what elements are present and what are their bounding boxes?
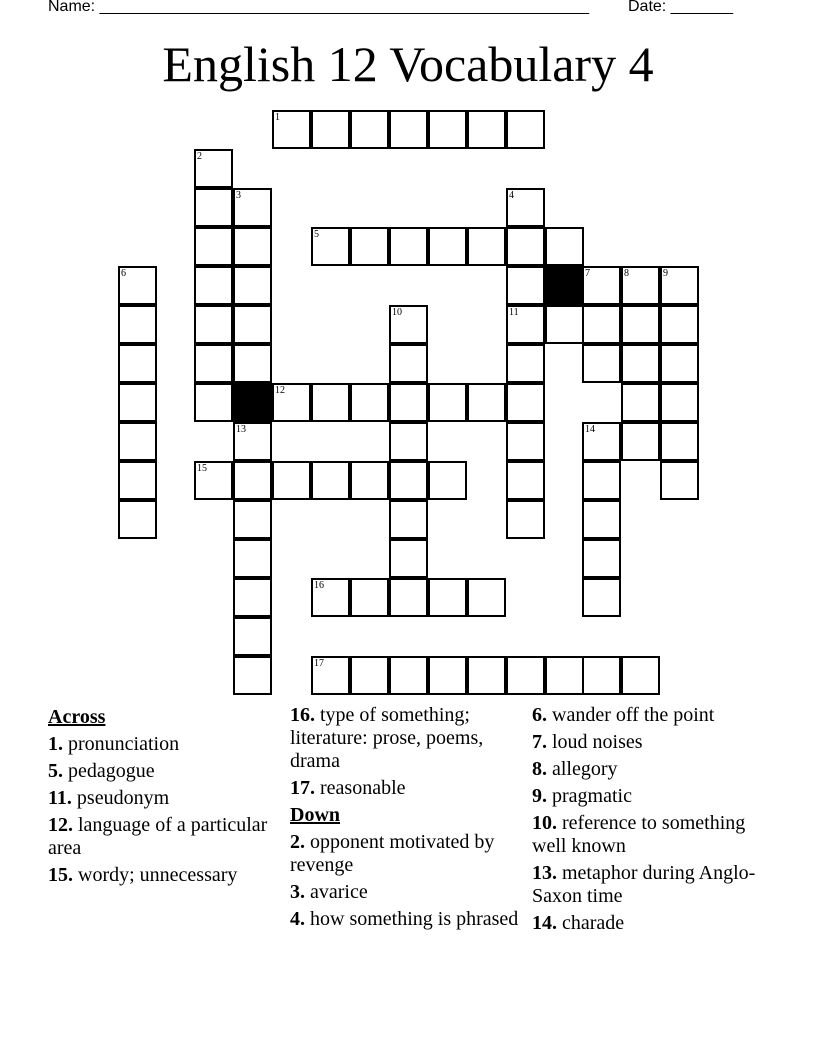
crossword-cell[interactable]: [194, 188, 233, 227]
crossword-cell[interactable]: [389, 422, 428, 461]
clue-item: [290, 777, 522, 800]
cell-number: 16: [314, 580, 324, 591]
clue-item: [532, 704, 762, 727]
clue-item: [532, 912, 762, 935]
crossword-cell[interactable]: [428, 383, 467, 422]
crossword-cell[interactable]: [389, 500, 428, 539]
crossword-cell[interactable]: [467, 110, 506, 149]
clue-number: 10.: [532, 812, 557, 834]
crossword-cell[interactable]: [506, 188, 545, 227]
crossword-cell[interactable]: [311, 110, 350, 149]
cell-number: 5: [314, 229, 319, 240]
crossword-cell[interactable]: [506, 422, 545, 461]
crossword-cell[interactable]: [582, 266, 621, 305]
crossword-cell[interactable]: [545, 656, 584, 695]
clue-text: language of a particular area: [48, 814, 268, 859]
crossword-cell[interactable]: [621, 344, 660, 383]
clues-column-2: [290, 704, 522, 935]
clue-text: charade: [557, 912, 625, 934]
crossword-cell[interactable]: [118, 422, 157, 461]
crossword-cell[interactable]: [350, 383, 389, 422]
crossword-cell[interactable]: [545, 227, 584, 266]
clue-item: [48, 814, 280, 860]
clue-item: [532, 862, 762, 908]
date-field[interactable]: _______: [670, 0, 733, 15]
crossword-cell[interactable]: [194, 344, 233, 383]
clue-item: [290, 704, 522, 773]
crossword-cell[interactable]: [194, 149, 233, 188]
crossword-cell[interactable]: [233, 227, 272, 266]
cell-number: 6: [121, 268, 126, 279]
crossword-cell[interactable]: [582, 461, 621, 500]
crossword-cell[interactable]: [233, 617, 272, 656]
clue-item: [532, 731, 762, 754]
clue-number: 5.: [48, 760, 63, 782]
crossword-cell[interactable]: [506, 266, 545, 305]
crossword-cell[interactable]: [272, 110, 311, 149]
clue-item: [532, 785, 762, 808]
crossword-cell[interactable]: [660, 422, 699, 461]
crossword-cell[interactable]: [582, 305, 621, 344]
crossword-cell[interactable]: [506, 656, 545, 695]
crossword-cell[interactable]: [350, 656, 389, 695]
cell-number: 8: [624, 268, 629, 279]
clue-item: [532, 812, 762, 858]
crossword-cell[interactable]: [350, 227, 389, 266]
crossword-cell[interactable]: [389, 305, 428, 344]
clue-item: [290, 831, 522, 877]
crossword-cell[interactable]: [233, 461, 272, 500]
crossword-cell[interactable]: [233, 188, 272, 227]
crossword-cell[interactable]: [545, 305, 584, 344]
clue-number: 3.: [290, 881, 305, 903]
crossword-cell[interactable]: [194, 266, 233, 305]
clue-number: 9.: [532, 785, 547, 807]
cell-number: 10: [392, 307, 402, 318]
clue-number: 2.: [290, 831, 305, 853]
crossword-cell[interactable]: [467, 383, 506, 422]
black-cell: [545, 266, 584, 305]
crossword-cell[interactable]: [350, 578, 389, 617]
name-label: Name:: [48, 0, 96, 15]
clue-number: 11.: [48, 787, 72, 809]
crossword-cell[interactable]: [233, 656, 272, 695]
crossword-cell[interactable]: [506, 461, 545, 500]
crossword-cell[interactable]: [194, 383, 233, 422]
down-header: Down: [290, 804, 341, 826]
crossword-cell[interactable]: [582, 344, 621, 383]
crossword-cell[interactable]: [582, 578, 621, 617]
clue-number: 13.: [532, 862, 557, 884]
crossword-cell[interactable]: [582, 656, 621, 695]
cell-number: 13: [236, 424, 246, 435]
clue-text: avarice: [305, 881, 368, 903]
clue-text: allegory: [547, 758, 618, 780]
clue-number: 6.: [532, 704, 547, 726]
cell-number: 3: [236, 190, 241, 201]
cell-number: 4: [509, 190, 514, 201]
clue-item: [48, 864, 280, 887]
clue-text: loud noises: [547, 731, 643, 753]
clue-number: 8.: [532, 758, 547, 780]
clue-number: 14.: [532, 912, 557, 934]
crossword-cell[interactable]: [621, 383, 660, 422]
crossword-cell[interactable]: [272, 461, 311, 500]
clue-number: 17.: [290, 777, 315, 799]
cell-number: 11: [509, 307, 519, 318]
crossword-cell[interactable]: [660, 461, 699, 500]
crossword-cell[interactable]: [428, 578, 467, 617]
crossword-cell[interactable]: [389, 344, 428, 383]
crossword-cell[interactable]: [194, 227, 233, 266]
crossword-cell[interactable]: [233, 266, 272, 305]
crossword-cell[interactable]: [350, 110, 389, 149]
crossword-cell[interactable]: [389, 383, 428, 422]
crossword-cell[interactable]: [118, 383, 157, 422]
clue-number: 12.: [48, 814, 73, 836]
crossword-cell[interactable]: [582, 539, 621, 578]
clue-text: pseudonym: [71, 787, 170, 809]
clue-number: 7.: [532, 731, 547, 753]
clue-text: reference to something well known: [532, 812, 746, 857]
clue-text: pronunciation: [63, 733, 180, 755]
cell-number: 15: [197, 463, 207, 474]
crossword-cell[interactable]: [233, 422, 272, 461]
crossword-cell[interactable]: [233, 305, 272, 344]
crossword-cell[interactable]: [428, 227, 467, 266]
clue-item: [290, 881, 522, 904]
cell-number: 9: [663, 268, 668, 279]
clue-text: pragmatic: [547, 785, 632, 807]
crossword-cell[interactable]: [389, 656, 428, 695]
crossword-cell[interactable]: [621, 422, 660, 461]
clue-text: wander off the point: [547, 704, 715, 726]
crossword-cell[interactable]: [428, 110, 467, 149]
clue-item: [48, 760, 280, 783]
crossword-cell[interactable]: [660, 266, 699, 305]
cell-number: 12: [275, 385, 285, 396]
crossword-cell[interactable]: [311, 656, 350, 695]
clue-item: [532, 758, 762, 781]
crossword-cell[interactable]: [389, 110, 428, 149]
crossword-cell[interactable]: [118, 344, 157, 383]
crossword-cell[interactable]: [506, 305, 545, 344]
crossword-cell[interactable]: [506, 500, 545, 539]
crossword-cell[interactable]: [311, 383, 350, 422]
crossword-cell[interactable]: [660, 305, 699, 344]
crossword-cell[interactable]: [621, 656, 660, 695]
clue-text: how something is phrased: [305, 908, 519, 930]
black-cell: [233, 383, 272, 422]
clue-text: wordy; unnecessary: [73, 864, 238, 886]
crossword-cell[interactable]: [506, 383, 545, 422]
crossword-cell[interactable]: [467, 578, 506, 617]
crossword-cell[interactable]: [233, 539, 272, 578]
crossword-cell[interactable]: [621, 266, 660, 305]
clue-text: pedagogue: [63, 760, 155, 782]
crossword-cell[interactable]: [194, 305, 233, 344]
crossword-cell[interactable]: [428, 656, 467, 695]
clues-column-3: [532, 704, 762, 939]
crossword-cell[interactable]: [389, 578, 428, 617]
cell-number: 1: [275, 112, 280, 123]
clue-item: [48, 733, 280, 756]
cell-number: 2: [197, 151, 202, 162]
crossword-cell[interactable]: [660, 383, 699, 422]
clue-number: 15.: [48, 864, 73, 886]
cell-number: 17: [314, 658, 324, 669]
cell-number: 14: [585, 424, 595, 435]
crossword-cell[interactable]: [118, 461, 157, 500]
crossword-cell[interactable]: [311, 461, 350, 500]
crossword-cell[interactable]: [118, 500, 157, 539]
crossword-cell[interactable]: [621, 305, 660, 344]
crossword-cell[interactable]: [272, 383, 311, 422]
crossword-cell[interactable]: [118, 266, 157, 305]
clue-text: reasonable: [315, 777, 406, 799]
crossword-cell[interactable]: [194, 461, 233, 500]
clue-number: 1.: [48, 733, 63, 755]
crossword-cell[interactable]: [428, 461, 467, 500]
across-header: Across: [48, 706, 106, 728]
crossword-cell[interactable]: [350, 461, 389, 500]
clue-item: [48, 787, 280, 810]
crossword-cell[interactable]: [467, 656, 506, 695]
crossword-cell[interactable]: [311, 578, 350, 617]
clue-number: 16.: [290, 704, 315, 726]
clue-number: 4.: [290, 908, 305, 930]
crossword-cell[interactable]: [233, 500, 272, 539]
crossword-cell[interactable]: [660, 344, 699, 383]
crossword-cell[interactable]: [506, 110, 545, 149]
crossword-cell[interactable]: [467, 227, 506, 266]
crossword-cell[interactable]: [582, 422, 621, 461]
page-title: English 12 Vocabulary 4: [162, 36, 654, 92]
clue-text: metaphor during Anglo-Saxon time: [532, 862, 756, 907]
crossword-cell[interactable]: [506, 344, 545, 383]
crossword-cell[interactable]: [233, 344, 272, 383]
crossword-cell[interactable]: [389, 227, 428, 266]
clue-text: type of something; literature: prose, poems, drama: [290, 704, 484, 772]
crossword-cell[interactable]: [118, 305, 157, 344]
cell-number: 7: [585, 268, 590, 279]
crossword-cell[interactable]: [389, 539, 428, 578]
date-label: Date:: [628, 0, 667, 15]
crossword-cell[interactable]: [389, 461, 428, 500]
crossword-cell[interactable]: [582, 500, 621, 539]
crossword-cell[interactable]: [506, 227, 545, 266]
crossword-cell[interactable]: [233, 578, 272, 617]
crossword-cell[interactable]: [311, 227, 350, 266]
name-field[interactable]: _______________________________________________________: [99, 0, 589, 15]
clue-text: opponent motivated by revenge: [290, 831, 495, 876]
clue-item: [290, 908, 522, 931]
clues-column-1: [48, 704, 280, 891]
